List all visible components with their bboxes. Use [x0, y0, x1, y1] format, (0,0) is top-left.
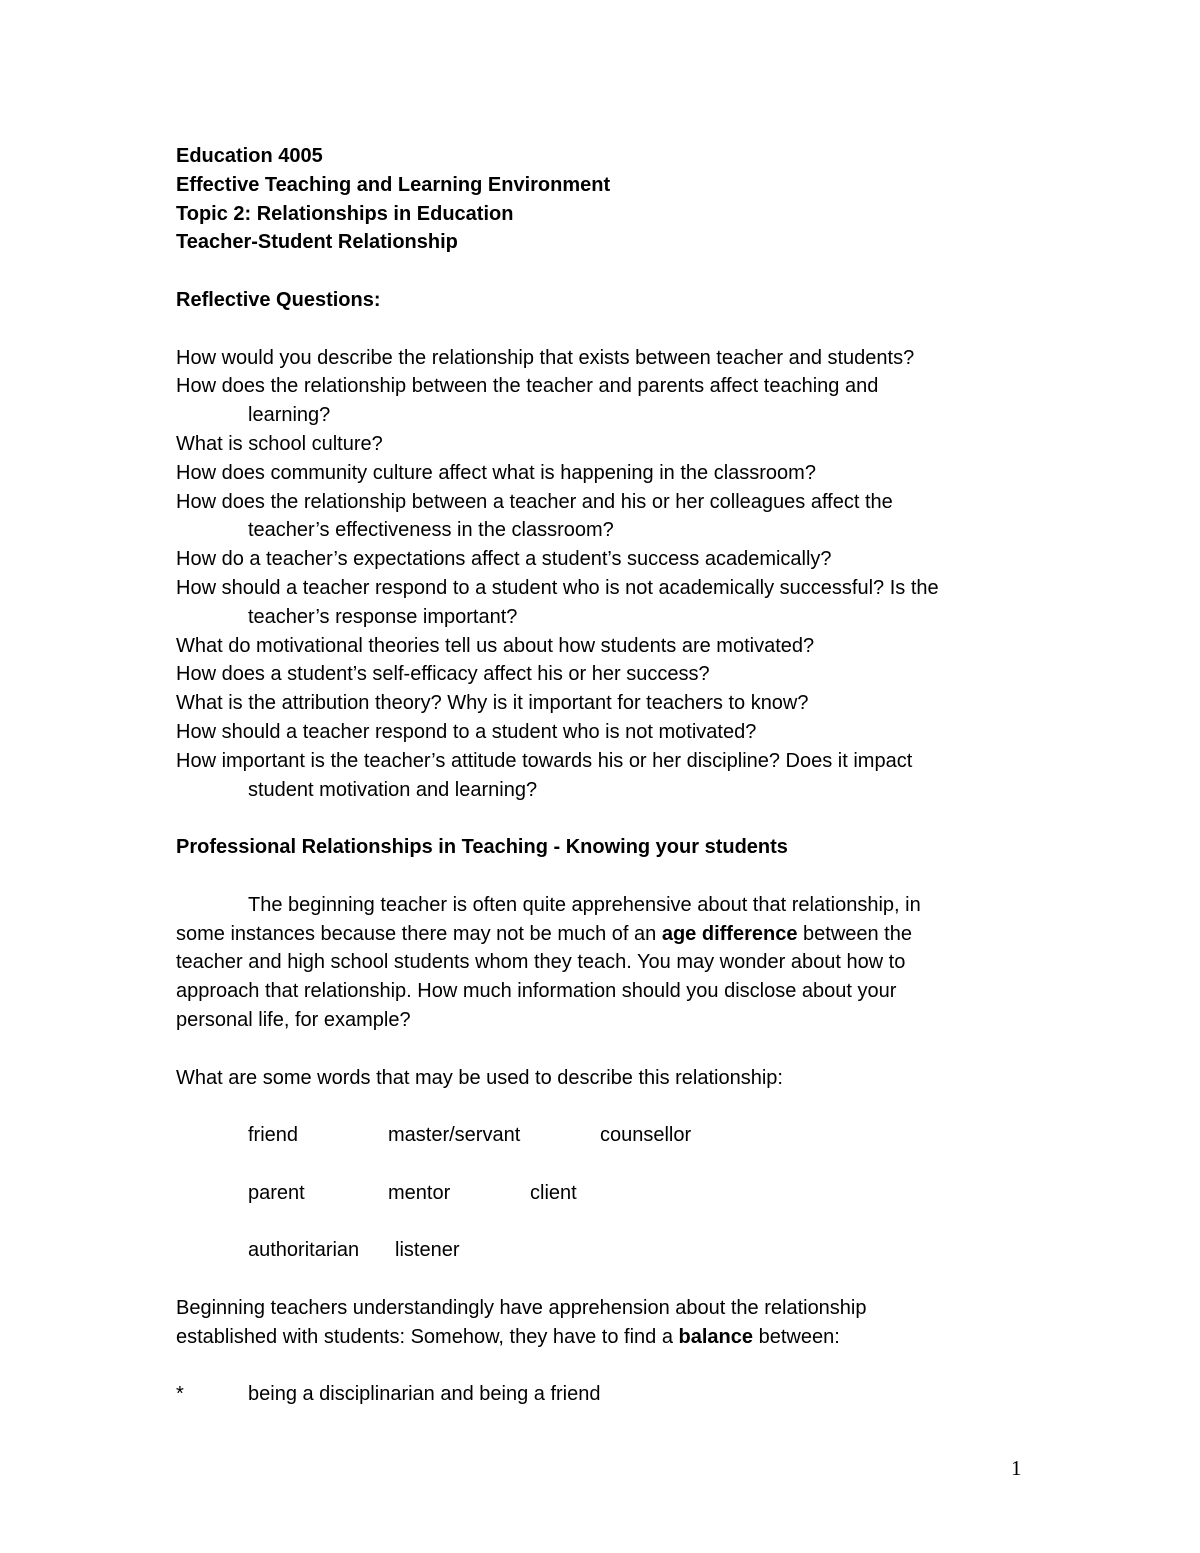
- words-row: [176, 1236, 1036, 1265]
- word: mentor: [388, 1181, 451, 1204]
- paragraph-text: established with students: Somehow, they have to find a: [176, 1325, 679, 1348]
- question: How does the relationship between the teacher and parents affect teaching and: [176, 375, 879, 398]
- paragraph-text: some instances because there may not be much of an: [176, 922, 662, 945]
- intro-paragraph: [176, 891, 1036, 1035]
- word: friend: [248, 1124, 299, 1147]
- bullet-text: being a disciplinarian and being a friend: [248, 1383, 601, 1406]
- question: What do motivational theories tell us about how students are motivated?: [176, 634, 815, 657]
- page-number: 1: [1011, 1456, 1022, 1480]
- reflective-questions-list: [176, 344, 1036, 805]
- word: parent: [248, 1181, 305, 1204]
- question: How would you describe the relationship that exists between teacher and students?: [176, 346, 915, 369]
- bullet-item: [176, 1380, 1036, 1409]
- words-intro: What are some words that may be used to describe this relationship:: [176, 1066, 783, 1089]
- relationship-words: [176, 1121, 1036, 1265]
- question: What is the attribution theory? Why is it important for teachers to know?: [176, 692, 809, 715]
- paragraph-line: The beginning teacher is often quite apprehensive about that relationship, in: [248, 893, 921, 916]
- question: How does community culture affect what is happening in the classroom?: [176, 461, 816, 484]
- spacer: [176, 257, 1036, 286]
- professional-relationships-heading: Professional Relationships in Teaching - Knowing your students: [176, 836, 788, 859]
- bullet-asterisk: *: [176, 1383, 184, 1406]
- question-continuation: teacher’s effectiveness in the classroom?: [248, 519, 614, 542]
- question-continuation: learning?: [248, 404, 331, 427]
- paragraph-text: between the: [797, 922, 912, 945]
- balance-paragraph: [176, 1294, 1036, 1352]
- spacer: [176, 862, 1036, 891]
- paragraph-line: personal life, for example?: [176, 1008, 411, 1031]
- question: How do a teacher’s expectations affect a student’s success academically?: [176, 548, 832, 571]
- words-row: [176, 1179, 1036, 1208]
- reflective-questions-heading: Reflective Questions:: [176, 288, 381, 311]
- emphasis-age-difference: age difference: [661, 922, 798, 945]
- spacer: [176, 1351, 1036, 1380]
- question: How does a student’s self-efficacy affect his or her success?: [176, 663, 710, 686]
- spacer: [176, 1207, 1036, 1236]
- paragraph-text: between:: [753, 1325, 840, 1348]
- question: How should a teacher respond to a student who is not motivated?: [176, 720, 757, 743]
- word: master/servant: [388, 1124, 521, 1147]
- word: authoritarian: [248, 1239, 360, 1262]
- question: How should a teacher respond to a student who is not academically successful? Is the: [176, 576, 939, 599]
- paragraph-line: approach that relationship. How much information should you disclose about your: [176, 980, 897, 1003]
- paragraph-line: teacher and high school students whom they teach. You may wonder about how to: [176, 951, 906, 974]
- paragraph-line: [176, 920, 1036, 949]
- spacer: [176, 1265, 1036, 1294]
- paragraph-line: [176, 1323, 1036, 1352]
- subtopic-title: Teacher-Student Relationship: [176, 231, 458, 254]
- word: listener: [395, 1239, 460, 1262]
- question: How does the relationship between a teacher and his or her colleagues affect the: [176, 490, 893, 513]
- spacer: [176, 804, 1036, 833]
- spacer: [176, 315, 1036, 344]
- spacer: [176, 1035, 1036, 1064]
- emphasis-balance: balance: [678, 1325, 754, 1348]
- topic-title: Topic 2: Relationships in Education: [176, 202, 514, 225]
- paragraph-line: Beginning teachers understandingly have apprehension about the relationship: [176, 1296, 867, 1319]
- question-continuation: teacher’s response important?: [248, 605, 518, 628]
- word: client: [530, 1181, 577, 1204]
- question: What is school culture?: [176, 432, 383, 455]
- question: How important is the teacher’s attitude towards his or her discipline? Does it impact: [176, 749, 913, 772]
- course-code: Education 4005: [176, 145, 323, 167]
- words-row: [176, 1121, 1036, 1150]
- spacer: [176, 1092, 1036, 1121]
- spacer: [176, 1150, 1036, 1179]
- word: counsellor: [600, 1124, 692, 1147]
- page-content: [176, 142, 1036, 1409]
- question-continuation: student motivation and learning?: [248, 778, 538, 801]
- course-title: Effective Teaching and Learning Environment: [176, 173, 611, 196]
